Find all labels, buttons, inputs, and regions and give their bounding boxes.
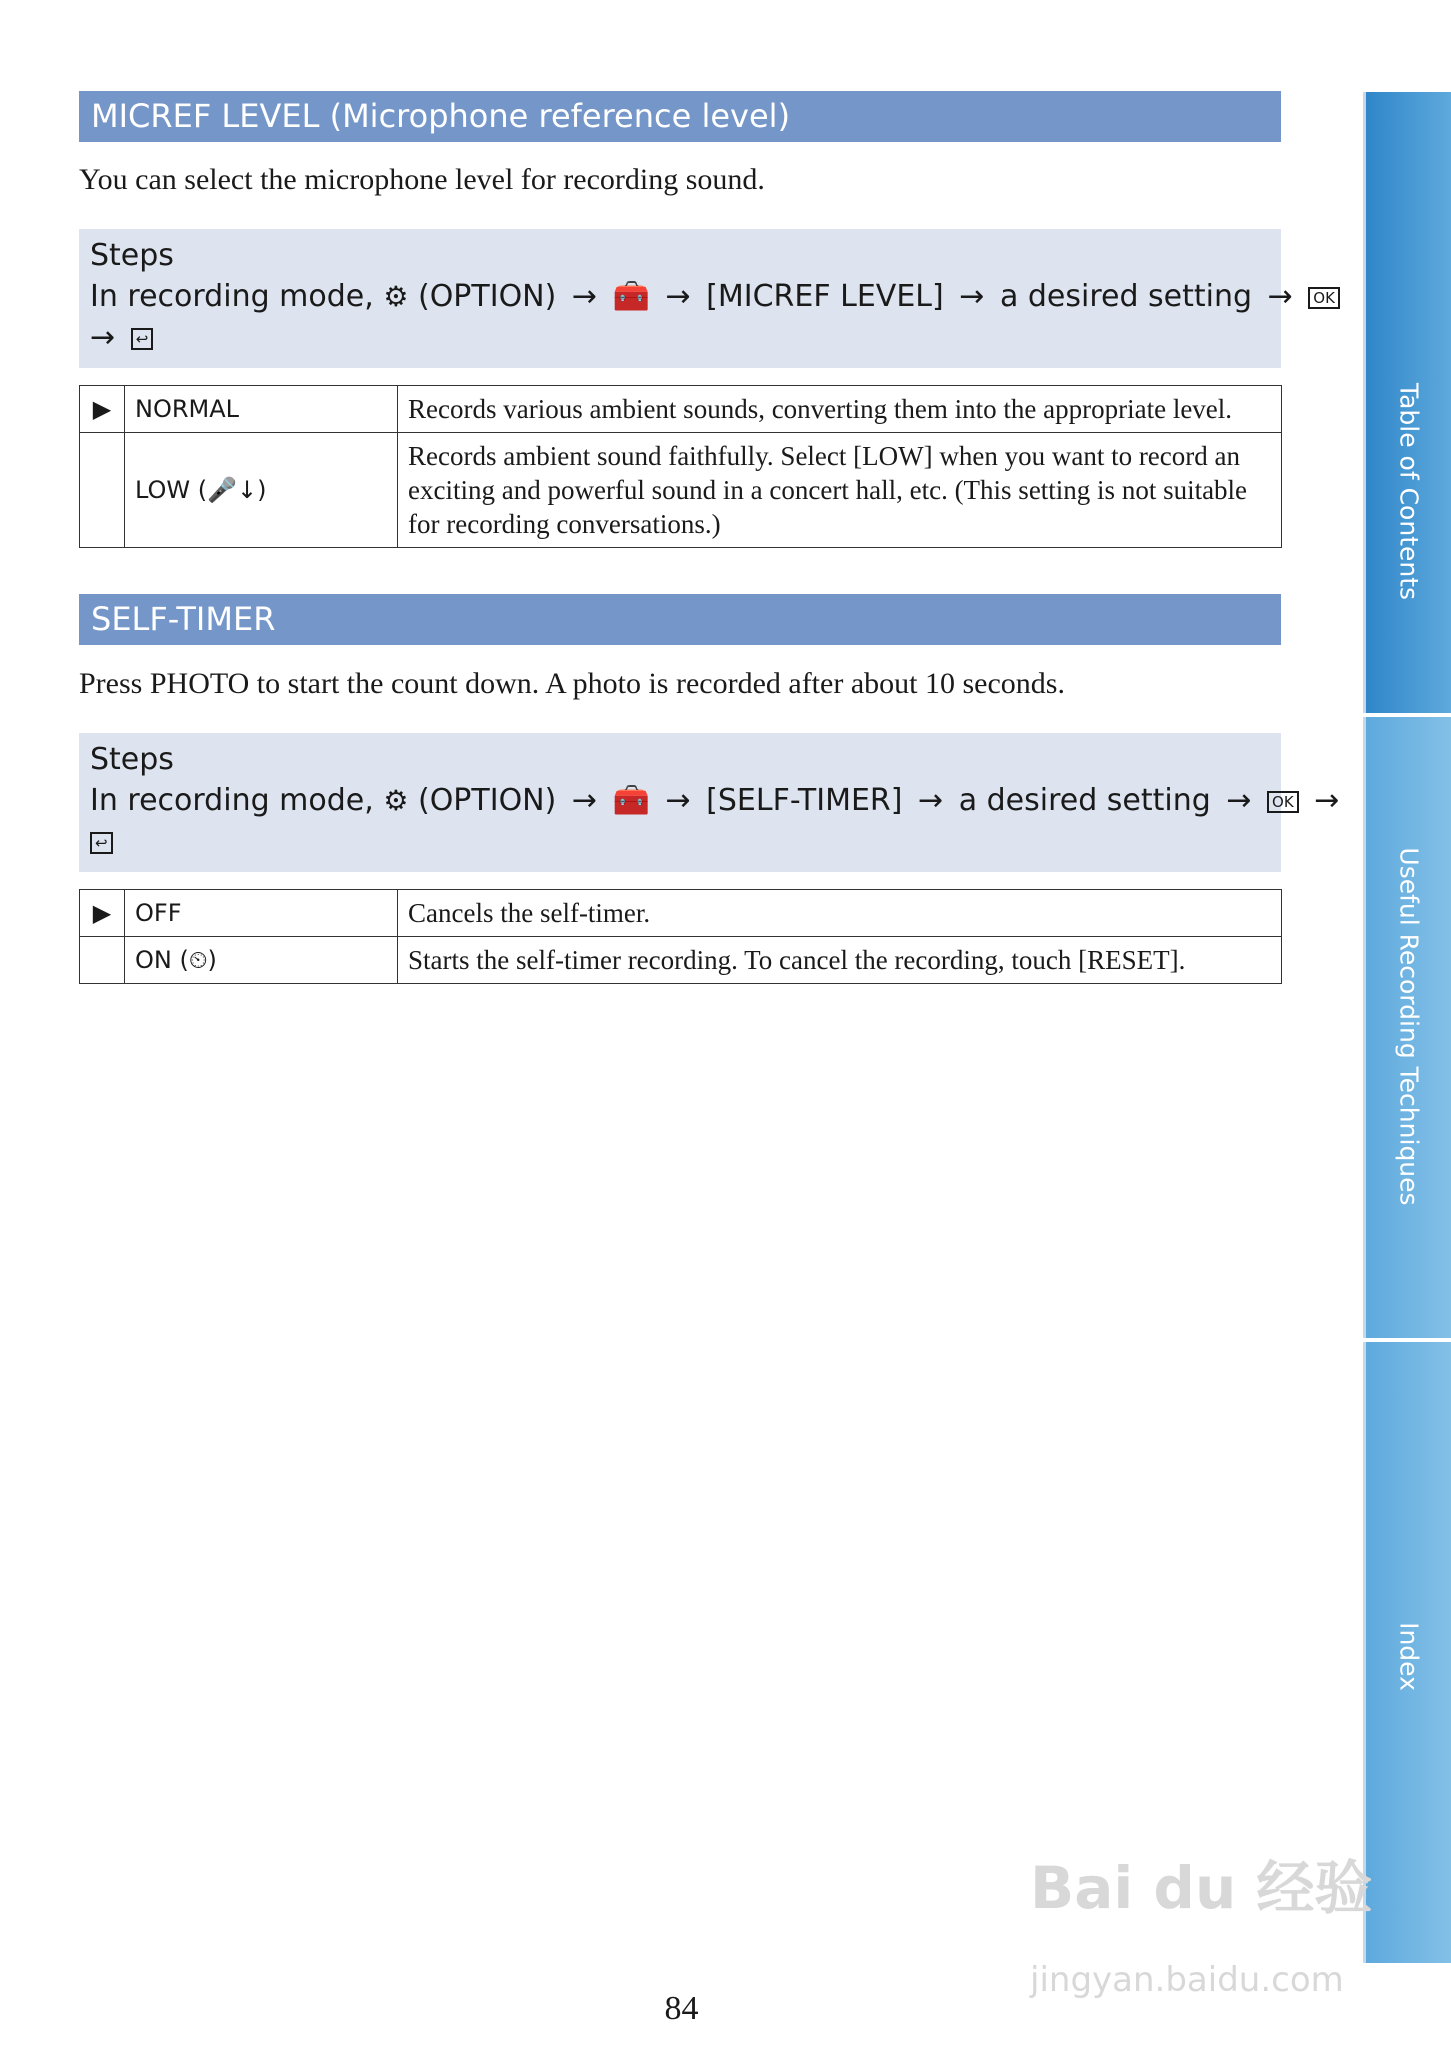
option-description: Cancels the self-timer. [398, 890, 1282, 937]
default-marker-icon [80, 433, 125, 548]
toolbox-icon: 🧰 [612, 279, 650, 314]
option-icon: ⚙ [383, 280, 409, 313]
toolbox-icon: 🧰 [612, 783, 650, 818]
menu-item-label: [SELF-TIMER] [706, 783, 903, 818]
arrow-icon: → [665, 279, 691, 314]
return-icon: ↩ [131, 328, 154, 350]
option-description: Starts the self-timer recording. To cancel the recording, touch [RESET]. [398, 937, 1282, 984]
micref-intro: You can select the microphone level for recording sound. [79, 163, 765, 196]
arrow-icon: → [571, 783, 598, 818]
arrow-icon: → [1267, 279, 1293, 314]
option-label: (OPTION) [417, 279, 557, 314]
return-icon: ↩ [90, 832, 113, 854]
arrow-icon: → [1314, 783, 1340, 818]
steps-line-2 [90, 317, 1270, 358]
arrow-icon: → [918, 783, 944, 818]
table-row [80, 386, 1282, 433]
desired-setting-text: a desired setting [958, 783, 1211, 818]
option-icon: ⚙ [383, 784, 409, 817]
option-name: NORMAL [125, 386, 398, 433]
arrow-icon: → [90, 320, 116, 355]
tab-index[interactable] [1363, 1342, 1451, 1963]
ok-icon: OK [1267, 791, 1299, 813]
selftimer-intro: Press PHOTO to start the count down. A photo is recorded after about 10 seconds. [79, 667, 1065, 700]
default-marker-icon: ▶ [80, 386, 125, 433]
option-name: ON (⏲) [125, 937, 398, 984]
ok-icon: OK [1308, 287, 1340, 309]
desired-setting-text: a desired setting [999, 279, 1253, 314]
option-name: LOW (🎤↓) [125, 433, 398, 548]
tab-label: Index [1394, 1622, 1423, 1691]
section-header-selftimer: SELF-TIMER [79, 594, 1281, 645]
steps-line [90, 276, 1335, 317]
micref-steps-box [79, 229, 1335, 368]
arrow-icon: → [665, 783, 691, 818]
steps-prefix: In recording mode, [90, 783, 374, 818]
watermark-url: jingyan.baidu.com [1030, 1960, 1344, 2000]
selftimer-steps-box [79, 733, 1340, 872]
tab-table-of-contents[interactable] [1363, 92, 1451, 713]
steps-title: Steps [90, 742, 174, 777]
arrow-icon: → [1226, 783, 1252, 818]
menu-item-label: [MICREF LEVEL] [706, 279, 944, 314]
arrow-icon: → [959, 279, 985, 314]
option-description: Records ambient sound faithfully. Select [LOW] when you want to record an exciting and powerful sound in a concert hall, etc. (This setting is not suitable for recording conversations.) [398, 433, 1282, 548]
watermark-logo: Bai du 经验 [1030, 1854, 1373, 1922]
option-description: Records various ambient sounds, converting them into the appropriate level. [398, 386, 1282, 433]
table-row [80, 890, 1282, 937]
default-marker-icon: ▶ [80, 890, 125, 937]
tab-label: Useful Recording Techniques [1394, 847, 1423, 1206]
arrow-icon: → [571, 279, 598, 314]
micref-options-table [79, 385, 1282, 548]
page-number: 84 [664, 1990, 699, 2027]
steps-line-2 [90, 821, 1270, 862]
selftimer-options-table [79, 889, 1282, 984]
section-header-micref: MICREF LEVEL (Microphone reference level) [79, 91, 1281, 142]
table-row [80, 433, 1282, 548]
tab-useful-recording-techniques[interactable] [1363, 717, 1451, 1338]
option-label: (OPTION) [417, 783, 557, 818]
steps-prefix: In recording mode, [90, 279, 374, 314]
table-row [80, 937, 1282, 984]
tab-label: Table of Contents [1394, 382, 1423, 601]
option-name: OFF [125, 890, 398, 937]
steps-title: Steps [90, 238, 174, 273]
steps-line [90, 780, 1340, 821]
default-marker-icon [80, 937, 125, 984]
